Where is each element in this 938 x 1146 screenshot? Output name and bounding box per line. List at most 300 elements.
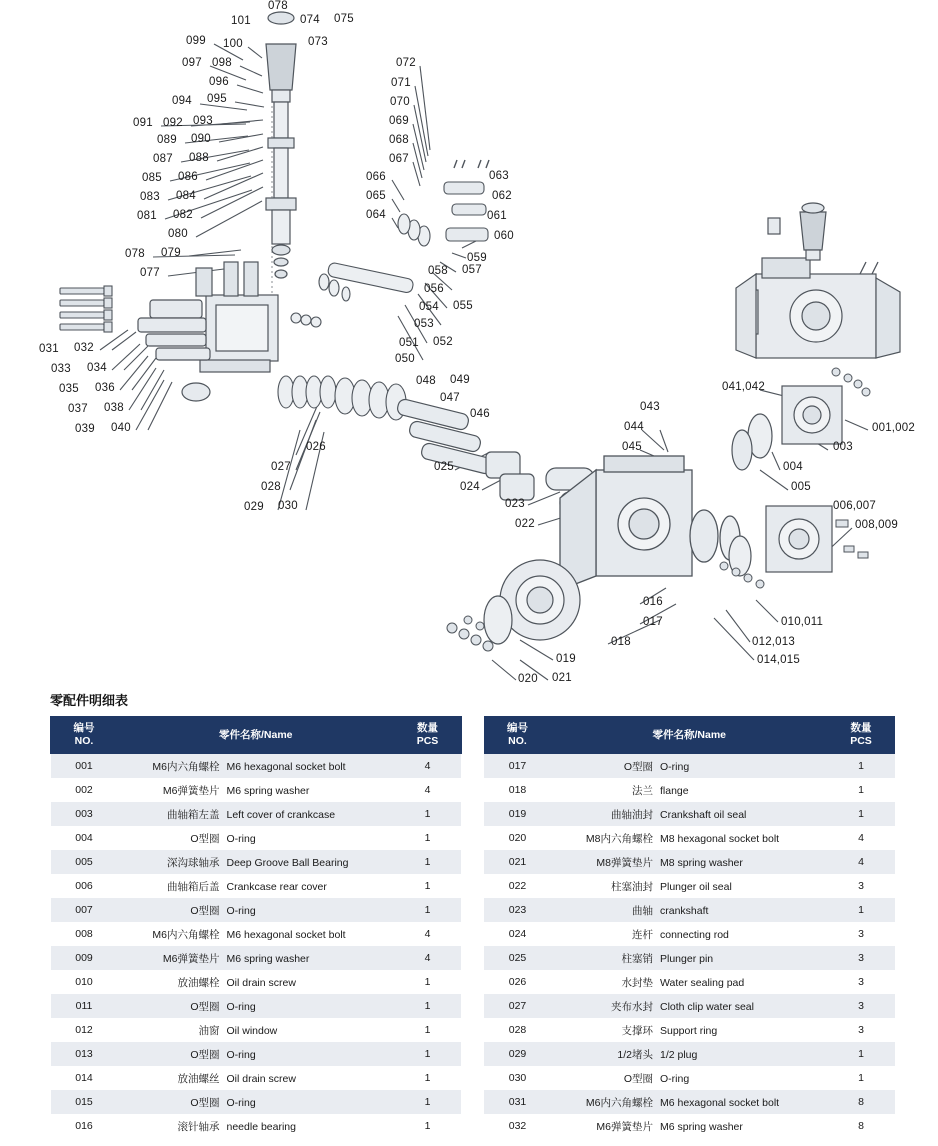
part-name-en: M6 spring washer <box>226 952 310 965</box>
part-name-en: Plunger pin <box>660 952 714 965</box>
callout-073: 073 <box>308 36 328 48</box>
table-header-row <box>51 717 462 754</box>
callout-061: 061 <box>487 210 507 222</box>
part-name-cn: O型圈 <box>623 1072 653 1085</box>
callout-021: 021 <box>552 672 572 684</box>
part-no: 025 <box>508 952 527 965</box>
table-row <box>484 1018 895 1042</box>
part-name-en: Deep Groove Ball Bearing <box>226 856 349 869</box>
part-qty: 1 <box>858 1072 864 1085</box>
part-name-en: O-ring <box>226 1096 256 1109</box>
table-row <box>484 1042 895 1066</box>
part-name <box>118 994 395 1018</box>
part-name-cn: 深沟球轴承 <box>167 856 220 869</box>
part-name-en: M8 spring washer <box>660 856 743 869</box>
callout-091: 091 <box>133 117 153 129</box>
table-row <box>484 874 895 898</box>
table-row <box>484 946 895 970</box>
part-name <box>551 826 828 850</box>
table-row <box>51 1066 462 1090</box>
part-name <box>551 970 828 994</box>
part-name <box>551 778 828 802</box>
part-name-cn: M6弹簧垫片 <box>162 952 220 965</box>
part-name-cn: 法兰 <box>632 784 653 797</box>
part-name-en: M6 spring washer <box>660 1120 743 1133</box>
callout-037: 037 <box>68 403 88 415</box>
callout-092: 092 <box>163 117 183 129</box>
part-name-en: Crankshaft oil seal <box>660 808 747 821</box>
part-no: 011 <box>75 1000 93 1013</box>
part-name <box>551 1018 828 1042</box>
callout-075: 075 <box>334 13 354 25</box>
callout-025: 025 <box>434 461 454 473</box>
callout-065: 065 <box>366 190 386 202</box>
part-name-cn: 曲轴箱后盖 <box>167 880 220 893</box>
part-name <box>118 922 395 946</box>
part-no: 022 <box>508 880 527 893</box>
callout-100: 100 <box>223 38 243 50</box>
part-name-en: O-ring <box>226 1000 256 1013</box>
callout-046: 046 <box>470 408 490 420</box>
table-row <box>51 754 462 779</box>
callout-026: 026 <box>306 441 326 453</box>
part-no: 031 <box>508 1096 527 1109</box>
part-no: 005 <box>75 856 93 869</box>
part-name <box>118 754 395 779</box>
callout-086: 086 <box>178 171 198 183</box>
part-qty: 4 <box>858 856 864 869</box>
part-qty: 1 <box>858 784 864 797</box>
callout-041-042: 041,042 <box>722 381 765 393</box>
part-name-cn: O型圈 <box>190 832 220 845</box>
part-name-cn: 水封垫 <box>621 976 653 989</box>
callout-045: 045 <box>622 441 642 453</box>
callout-066: 066 <box>366 171 386 183</box>
callout-059: 059 <box>467 252 487 264</box>
part-no: 027 <box>508 1000 527 1013</box>
part-name-cn: M8内六角螺栓 <box>585 832 653 845</box>
callout-082: 082 <box>173 209 193 221</box>
callout-089: 089 <box>157 134 177 146</box>
part-name <box>118 898 395 922</box>
callout-035: 035 <box>59 383 79 395</box>
header-no-en: NO. <box>74 735 94 748</box>
callout-084: 084 <box>176 190 196 202</box>
callout-093: 093 <box>193 115 213 127</box>
part-name-en: Left cover of crankcase <box>226 808 336 821</box>
part-no: 007 <box>75 904 93 917</box>
part-name-en: M8 hexagonal socket bolt <box>660 832 780 845</box>
callout-049: 049 <box>450 374 470 386</box>
table-row <box>484 1114 895 1138</box>
part-name <box>118 826 395 850</box>
part-qty: 1 <box>858 760 864 773</box>
part-name-cn: 油窗 <box>198 1024 220 1037</box>
header-no <box>484 717 551 754</box>
callout-080: 080 <box>168 228 188 240</box>
part-name <box>551 1066 828 1090</box>
part-qty: 1 <box>424 1000 431 1013</box>
part-qty: 8 <box>858 1096 864 1109</box>
part-name <box>551 874 828 898</box>
part-name-cn: 曲轴油封 <box>611 808 653 821</box>
callout-001-002: 001,002 <box>872 422 915 434</box>
part-name <box>551 922 828 946</box>
part-name-en: O-ring <box>660 1072 690 1085</box>
callout-083: 083 <box>140 191 160 203</box>
table-row <box>484 754 895 779</box>
part-qty: 1 <box>424 1024 431 1037</box>
callout-078: 078 <box>125 248 145 260</box>
callout-004: 004 <box>783 461 803 473</box>
callout-029: 029 <box>244 501 264 513</box>
part-name <box>118 1090 395 1114</box>
table-row <box>51 778 462 802</box>
callout-008-009: 008,009 <box>855 519 898 531</box>
callout-070: 070 <box>390 96 410 108</box>
table-row <box>51 970 462 994</box>
callout-006-007: 006,007 <box>833 500 876 512</box>
table-row <box>51 802 462 826</box>
part-name <box>118 1042 395 1066</box>
callout-074: 074 <box>300 14 320 26</box>
callout-019: 019 <box>556 653 576 665</box>
part-no: 021 <box>508 856 527 869</box>
part-name-en: 1/2 plug <box>660 1048 698 1061</box>
table-row <box>51 1090 462 1114</box>
part-name-cn: 柱塞油封 <box>611 880 653 893</box>
table-row <box>51 1018 462 1042</box>
callout-028: 028 <box>261 481 281 493</box>
part-name-en: Crankcase rear cover <box>226 880 327 893</box>
part-name-en: M6 hexagonal socket bolt <box>660 1096 780 1109</box>
part-name <box>118 946 395 970</box>
header-qty-cn: 数量 <box>417 722 438 734</box>
part-no: 014 <box>75 1072 93 1085</box>
part-name-cn: O型圈 <box>623 760 653 773</box>
table-row <box>484 898 895 922</box>
callout-047: 047 <box>440 392 460 404</box>
table-row <box>484 826 895 850</box>
part-name-en: Support ring <box>660 1024 718 1037</box>
part-no: 032 <box>508 1120 527 1133</box>
callout-090: 090 <box>191 133 211 145</box>
part-name-cn: M6内六角螺栓 <box>152 928 220 941</box>
header-qty <box>394 717 461 754</box>
callout-064: 064 <box>366 209 386 221</box>
callout-081: 081 <box>137 210 157 222</box>
table-row <box>484 802 895 826</box>
callout-018: 018 <box>611 636 631 648</box>
callout-040: 040 <box>111 422 131 434</box>
table-row <box>51 850 462 874</box>
part-no: 024 <box>508 928 527 941</box>
callout-016: 016 <box>643 596 663 608</box>
part-name-cn: M8弹簧垫片 <box>596 856 653 869</box>
part-no: 015 <box>75 1096 93 1109</box>
header-no <box>51 717 118 754</box>
part-name-cn: O型圈 <box>190 1048 220 1061</box>
part-qty: 4 <box>424 784 431 797</box>
table-row <box>51 874 462 898</box>
callout-056: 056 <box>424 283 444 295</box>
callout-038: 038 <box>104 402 124 414</box>
part-name-cn: 滚针轴承 <box>177 1120 220 1133</box>
part-name <box>118 1018 395 1042</box>
callout-023: 023 <box>505 498 525 510</box>
callout-062: 062 <box>492 190 512 202</box>
part-no: 029 <box>508 1048 527 1061</box>
callout-060: 060 <box>494 230 514 242</box>
part-qty: 1 <box>424 1096 431 1109</box>
callout-069: 069 <box>389 115 409 127</box>
callout-031: 031 <box>39 343 59 355</box>
callout-012-013: 012,013 <box>752 636 795 648</box>
callout-027: 027 <box>271 461 291 473</box>
table-row <box>51 826 462 850</box>
part-name-cn: M6弹簧垫片 <box>162 784 220 797</box>
part-name-cn: M6内六角螺栓 <box>585 1096 653 1109</box>
part-name-en: Plunger oil seal <box>660 880 732 893</box>
part-name <box>118 850 395 874</box>
callout-051: 051 <box>399 337 419 349</box>
callout-067: 067 <box>389 153 409 165</box>
parts-table-right <box>484 716 896 1138</box>
part-name-en: O-ring <box>226 832 256 845</box>
callout-071: 071 <box>391 77 411 89</box>
callout-003: 003 <box>833 441 853 453</box>
part-qty: 1 <box>424 880 431 893</box>
part-name-cn: 夹布水封 <box>611 1000 653 1013</box>
part-name <box>118 802 395 826</box>
callout-017: 017 <box>643 616 663 628</box>
callout-079: 079 <box>161 247 181 259</box>
part-qty: 4 <box>858 832 864 845</box>
callout-099: 099 <box>186 35 206 47</box>
part-qty: 1 <box>424 1048 431 1061</box>
callout-020: 020 <box>518 673 538 685</box>
part-name-cn: 放油螺丝 <box>177 1072 220 1085</box>
part-name-cn: O型圈 <box>190 1000 220 1013</box>
part-no: 001 <box>75 760 93 773</box>
part-no: 016 <box>75 1120 93 1133</box>
callout-044: 044 <box>624 421 644 433</box>
part-qty: 3 <box>858 1000 864 1013</box>
part-name <box>551 802 828 826</box>
table-row <box>484 970 895 994</box>
callout-096: 096 <box>209 76 229 88</box>
table-row <box>51 946 462 970</box>
header-qty-en: PCS <box>850 735 872 748</box>
table-row <box>51 994 462 1018</box>
part-name-en: M6 spring washer <box>226 784 310 797</box>
part-qty: 4 <box>424 760 431 773</box>
table-row <box>51 1042 462 1066</box>
callout-010-011: 010,011 <box>781 616 824 628</box>
callout-101: 101 <box>231 15 251 27</box>
callout-032: 032 <box>74 342 94 354</box>
callout-072: 072 <box>396 57 416 69</box>
callout-014-015: 014,015 <box>757 654 800 666</box>
callout-055: 055 <box>453 300 473 312</box>
part-name <box>551 1090 828 1114</box>
part-name-cn: 1/2堵头 <box>617 1048 653 1061</box>
part-no: 010 <box>75 976 93 989</box>
parts-tables <box>50 716 895 1138</box>
header-name: 零件名称/Name <box>551 717 828 754</box>
part-qty: 8 <box>858 1120 864 1133</box>
part-no: 006 <box>75 880 93 893</box>
table-header-row <box>484 717 895 754</box>
part-qty: 4 <box>424 952 431 965</box>
part-qty: 1 <box>424 976 431 989</box>
callout-039: 039 <box>75 423 95 435</box>
callout-033: 033 <box>51 363 71 375</box>
table-row <box>51 898 462 922</box>
part-qty: 1 <box>424 1120 431 1133</box>
part-qty: 1 <box>424 832 431 845</box>
table-row <box>484 1066 895 1090</box>
part-name <box>551 850 828 874</box>
callout-022: 022 <box>515 518 535 530</box>
part-name <box>551 994 828 1018</box>
part-no: 019 <box>508 808 527 821</box>
part-qty: 1 <box>858 808 864 821</box>
header-qty-cn: 数量 <box>850 722 872 734</box>
part-no: 012 <box>75 1024 93 1037</box>
part-name-cn: O型圈 <box>190 904 220 917</box>
callout-057: 057 <box>462 264 482 276</box>
callout-087: 087 <box>153 153 173 165</box>
part-name <box>118 1066 395 1090</box>
table-row <box>484 1090 895 1114</box>
part-name <box>551 946 828 970</box>
part-no: 023 <box>508 904 527 917</box>
header-no-cn: 编号 <box>73 722 95 734</box>
callout-078: 078 <box>268 0 288 12</box>
part-name-cn: 曲轴箱左盖 <box>167 808 220 821</box>
callout-034: 034 <box>87 362 107 374</box>
part-name-cn: 支撑环 <box>621 1024 653 1037</box>
part-qty: 1 <box>424 1072 431 1085</box>
callout-095: 095 <box>207 93 227 105</box>
part-qty: 3 <box>858 952 864 965</box>
part-qty: 1 <box>424 856 431 869</box>
header-name: 零件名称/Name <box>118 717 395 754</box>
callout-097: 097 <box>182 57 202 69</box>
header-no-en: NO. <box>508 735 527 748</box>
callout-094: 094 <box>172 95 192 107</box>
part-name-en: crankshaft <box>660 904 709 917</box>
parts-table-left <box>50 716 462 1138</box>
part-name <box>551 754 828 779</box>
part-name <box>551 898 828 922</box>
part-name <box>551 1042 828 1066</box>
callout-098: 098 <box>212 57 232 69</box>
part-no: 028 <box>508 1024 527 1037</box>
part-name-cn: 柱塞销 <box>621 952 653 965</box>
part-no: 003 <box>75 808 93 821</box>
part-name-cn: O型圈 <box>190 1096 220 1109</box>
part-name-en: O-ring <box>226 1048 256 1061</box>
part-no: 004 <box>75 832 93 845</box>
part-name <box>118 778 395 802</box>
part-name-en: Water sealing pad <box>660 976 745 989</box>
part-name-cn: 放油螺栓 <box>177 976 220 989</box>
header-qty-en: PCS <box>416 735 439 748</box>
callout-088: 088 <box>189 152 209 164</box>
part-no: 020 <box>508 832 527 845</box>
part-qty: 3 <box>858 1024 864 1037</box>
part-name <box>118 1114 395 1138</box>
callout-068: 068 <box>389 134 409 146</box>
part-no: 002 <box>75 784 93 797</box>
part-name <box>551 1114 828 1138</box>
part-name-en: O-ring <box>226 904 256 917</box>
part-name-en: needle bearing <box>226 1120 296 1133</box>
part-qty: 3 <box>858 928 864 941</box>
part-name-en: flange <box>660 784 689 797</box>
part-name-en: O-ring <box>660 760 690 773</box>
callout-024: 024 <box>460 481 480 493</box>
callout-048: 048 <box>416 375 436 387</box>
header-no-cn: 编号 <box>507 722 528 734</box>
part-qty: 3 <box>858 976 864 989</box>
part-no: 018 <box>508 784 527 797</box>
header-qty <box>828 717 895 754</box>
part-qty: 1 <box>424 808 431 821</box>
part-name-cn: M6弹簧垫片 <box>596 1120 653 1133</box>
part-name-cn: 连杆 <box>632 928 653 941</box>
callout-058: 058 <box>428 265 448 277</box>
part-name <box>118 874 395 898</box>
callout-030: 030 <box>278 500 298 512</box>
table-row <box>484 922 895 946</box>
table-row <box>484 850 895 874</box>
part-qty: 4 <box>424 928 431 941</box>
part-name-en: M6 hexagonal socket bolt <box>226 928 346 941</box>
part-name-en: connecting rod <box>660 928 729 941</box>
part-name-cn: M6内六角螺栓 <box>152 760 220 773</box>
table-row <box>484 778 895 802</box>
callout-054: 054 <box>419 301 439 313</box>
callout-050: 050 <box>395 353 415 365</box>
parts-list-title: 零配件明细表 <box>50 693 129 708</box>
part-no: 013 <box>75 1048 93 1061</box>
callout-043: 043 <box>640 401 660 413</box>
part-qty: 3 <box>858 880 864 893</box>
callout-005: 005 <box>791 481 811 493</box>
part-name-en: Cloth clip water seal <box>660 1000 754 1013</box>
callout-052: 052 <box>433 336 453 348</box>
part-no: 026 <box>508 976 527 989</box>
callout-085: 085 <box>142 172 162 184</box>
part-name-cn: 曲轴 <box>632 904 653 917</box>
part-no: 009 <box>75 952 93 965</box>
callout-063: 063 <box>489 170 509 182</box>
callout-036: 036 <box>95 382 115 394</box>
part-name-en: M6 hexagonal socket bolt <box>226 760 346 773</box>
part-qty: 1 <box>858 1048 864 1061</box>
part-no: 017 <box>508 760 527 773</box>
part-no: 030 <box>508 1072 527 1085</box>
part-name <box>118 970 395 994</box>
callout-077: 077 <box>140 267 160 279</box>
table-row <box>51 922 462 946</box>
part-qty: 1 <box>858 904 864 917</box>
part-name-en: Oil window <box>226 1024 278 1037</box>
callout-053: 053 <box>414 318 434 330</box>
